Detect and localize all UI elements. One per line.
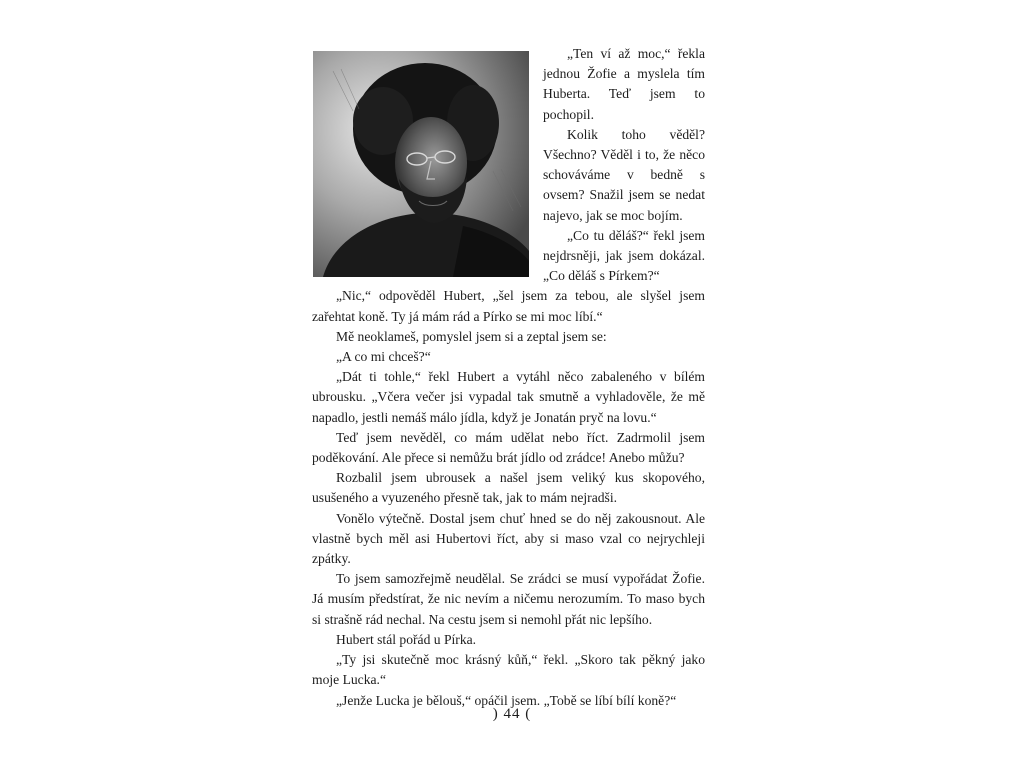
paragraph: „Ty jsi skutečně moc krásný kůň,“ řekl. „Skoro tak pěkný jako moje Lucka.“ <box>312 652 705 688</box>
portrait-drawing <box>313 51 529 277</box>
paragraph: Hubert stál pořád u Pírka. <box>336 631 477 647</box>
bearded-man-portrait-illustration <box>313 51 529 277</box>
paragraph: „A co mi chceš?“ <box>336 349 431 365</box>
paragraph: „Jenže Lucka je bělouš,“ opáčil jsem. „Tobě se líbí bílí koně?“ <box>336 692 677 708</box>
paragraph: Vonělo výtečně. Dostal jsem chuť hned se do něj zakousnout. Ale vlastně bych měl asi Hubertovi říct, aby si maso vzal co nejrychleji zpátky. <box>312 510 705 567</box>
paragraph: Mě neoklameš, pomyslel jsem si a zeptal jsem se: <box>336 328 607 344</box>
book-page <box>312 44 705 711</box>
paragraph: Teď jsem nevěděl, co mám udělat nebo říct. Zadrmolil jsem poděkování. Ale přece si nemůžu brát jídlo od zrádce! Anebo můžu? <box>312 429 705 466</box>
paragraph: To jsem samozřejmě neudělal. Se zrádci se musí vypořádat Žofie. Já musím předstírat, že nic nevím a ničemu nerozumím. To maso bych si strašně rád nechal. Na cestu jsem si nemohl přát nic lepšího. <box>312 571 705 627</box>
paragraph: Kolik toho věděl? Všechno? Věděl i to, že něco schováváme v bedně s ovsem? Snažil jsem se nedat najevo, jak se moc bojím. <box>543 126 705 223</box>
page-number: ) 44 ( <box>492 706 532 722</box>
paragraph: Rozbalil jsem ubrousek a našel jsem veliký kus skopového, usušeného a vyuzeného přesně tak, jak to mám nejradši. <box>312 470 705 506</box>
paragraph: „Co tu děláš?“ řekl jsem nejdrsněji, jak jsem dokázal. „Co děláš s Pírkem?“ <box>543 227 705 284</box>
paragraph: „Dát ti tohle,“ řekl Hubert a vytáhl něco zabaleného v bílém ubrousku. „Včera večer jsi vypadal tak smutně a vyhladověle, že mě napadlo, jestli nemáš málo jídla, když je Jonatán pryč na lovu.“ <box>312 369 705 425</box>
paragraph: „Nic,“ odpověděl Hubert, „šel jsem za tebou, ale slyšel jsem zařehtat koně. Ty já mám rád a Pírko se mi moc líbí.“ <box>312 288 705 324</box>
paragraph: „Ten ví až moc,“ řekla jednou Žofie a myslela tím Huberta. Teď jsem to pochopil. <box>543 46 705 122</box>
